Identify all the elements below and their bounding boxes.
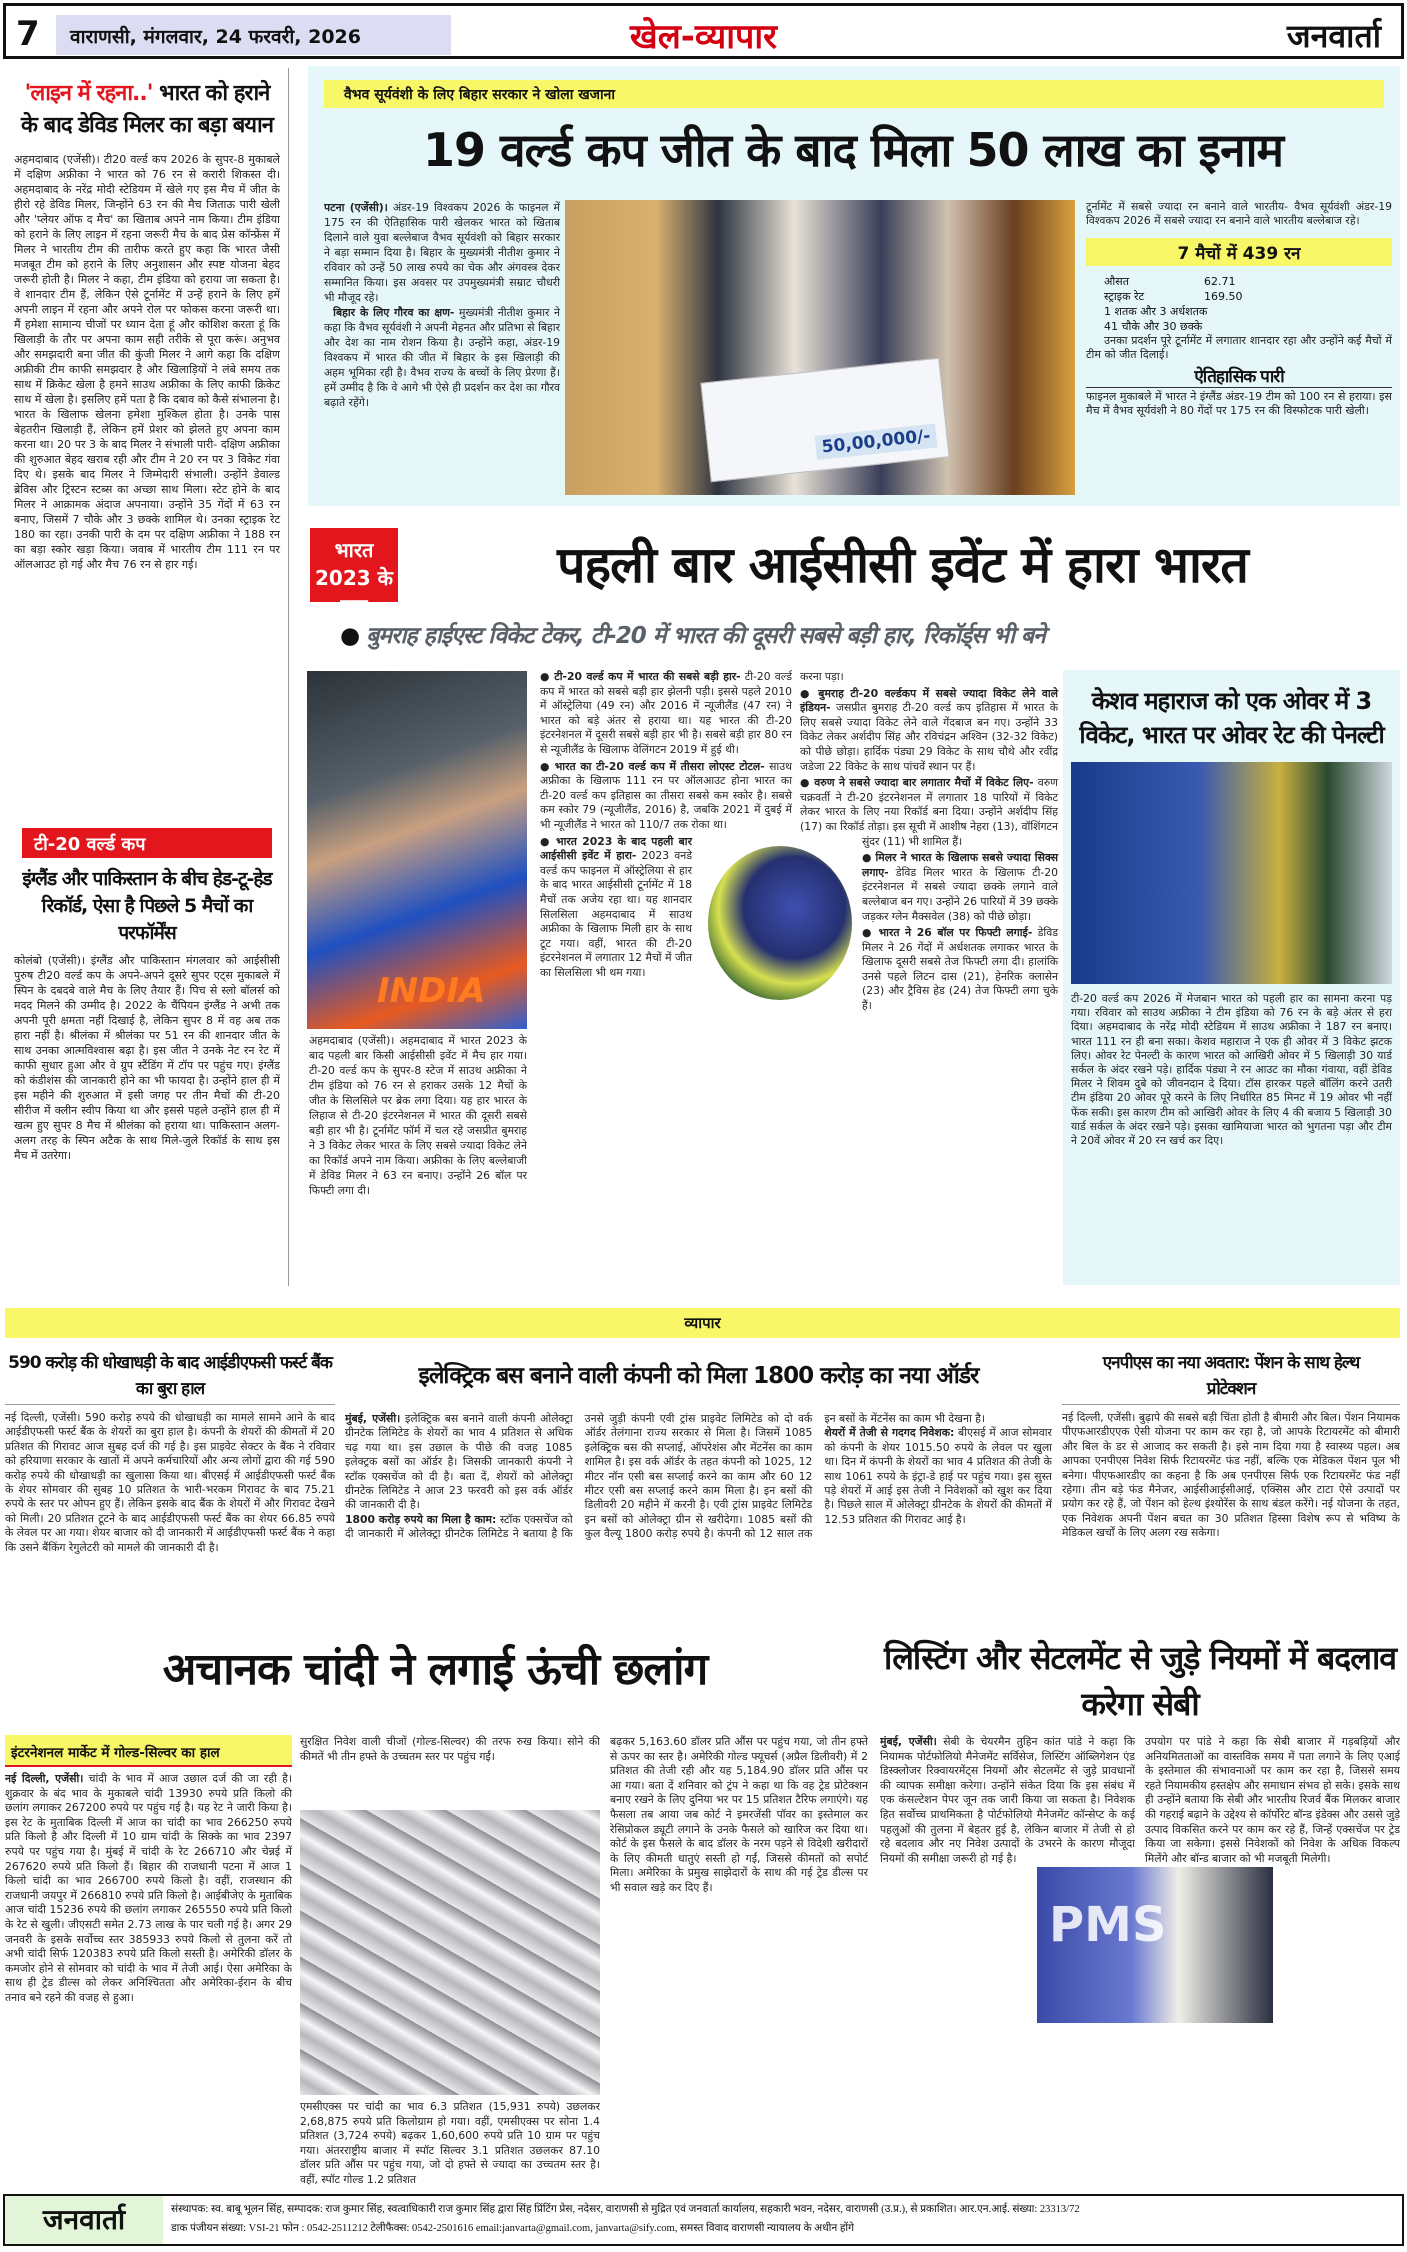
t20-headline: इंग्लैंड और पाकिस्तान के बीच हेड-टू-हेड रिकॉर्ड, ऐसा है पिछले 5 मैचों का परफॉर्मेंस	[22, 868, 272, 944]
icc-bullets-col2	[800, 670, 1058, 1285]
maharaj-article	[1063, 670, 1400, 1285]
bullet-text: 2023 वनडे वर्ल्ड कप फाइनल में ऑस्ट्रेलिया से हार के बाद भारत आईसीसी टूर्नामेंट में 18 मैचों तक अजेय रहा था। यह शानदार सिलसिला अहमदाबाद में साउथ अफ्रीका के खिलाफ मिली हार के साथ टूट गया। वहीं, भारत की टी-20 इंटरनेशनल में लगातार 12 मैचों में जीत का सिलसिला भी थम गया।	[540, 849, 692, 979]
sebi-chairman-photo	[1035, 1865, 1275, 2025]
nps-headline: एनपीएस का नया अवतार: पेंशन के साथ हेल्थ प्रोटेक्शन	[1062, 1350, 1400, 1405]
bullet-icon: ●	[800, 776, 815, 790]
stats-note: उनका प्रदर्शन पूरे टूर्नामेंट में लगातार शानदार रहा और उन्होंने कई मैचों में टीम को जीत दिलाई।	[1086, 334, 1392, 361]
body-text: बीएसई में आज सोमवार को कंपनी के शेयर 1015.50 रुपये के लेवल पर खुला था। दिन में कंपनी के शेयरों का भाव 4 प्रतिशत की तेजी के साथ 1061 रुपये के इंट्रा-डे हाई पर पहुंच गया। इस सुस्त पड़े शेयरों में आई इस तेजी ने निवेशकों को खुश कर दिया है। पिछले साल में ओलेक्ट्रा ग्रीनटेक के शेयरों की कीमतों में 12.53 प्रतिशत की गिरावट आई है।	[824, 1426, 1052, 1526]
t20-tag: टी-20 वर्ल्ड कप	[22, 828, 272, 858]
bullet-icon: ●	[340, 623, 367, 649]
dateline-lead: पटना (एजेंसी)।	[324, 201, 388, 214]
bullet-icon: ●	[862, 851, 876, 865]
silver-body	[5, 1772, 292, 2190]
footer-line: संस्थापक: स्व. बाबू भूलन सिंह, सम्पादक: राज कुमार सिंह, स्वत्वाधिकारी राज कुमार सिंह द्वारा सिंह प्रिंटिंग प्रेस, नदेसर, वाराणसी से मुद्रित एवं जनवार्ता कार्यालय, सहकारी भवन, नदेसर, वाराणसी (उ.प्र.), से प्रकाशित। आर.एन.आई. संख्या: 23313/72	[171, 2204, 1080, 2215]
subhead: शेयरों में तेजी से गदगद निवेशक:	[824, 1426, 955, 1440]
silver-body-col2b: एमसीएक्स पर चांदी का भाव 6.3 प्रतिशत (15,931 रुपये) उछलकर 2,68,875 रुपये प्रति किलोग्राम हो गया। वहीं, एमसीएक्स पर सोना 1.4 प्रतिशत (3,724 रुपये) बढ़कर 1,60,600 रुपये प्रति 10 ग्राम पर पहुंच गया। अंतरराष्ट्रीय बाजार में स्पॉट सिल्वर 3.1 प्रतिशत उछलकर 87.10 डॉलर प्रति औंस पर पहुंच गया, जो दो हफ्ते से ज्यादा का उच्चतम स्तर है। वहीं, स्पॉट गोल्ड 1.2 प्रतिशत	[300, 2100, 600, 2186]
footer-imprint	[3, 2194, 1404, 2246]
maharaj-headline: केशव महाराज को एक ओवर में 3 विकेट, भारत पर ओवर रेट की पेनल्टी	[1079, 687, 1384, 749]
bullet-icon: ●	[800, 686, 819, 700]
vaibhav-body	[324, 200, 560, 500]
subhead-text: बुमराह हाईएस्ट विकेट टेकर, टी-20 में भारत की दूसरी सबसे बड़ी हार, रिकॉर्ड्स भी बने	[366, 623, 1045, 649]
stat-value: 62.71	[1204, 275, 1236, 288]
bullet-icon: ●	[540, 759, 555, 773]
silver-tag: इंटरनेशनल मार्केट में गोल्ड-सिल्वर का हाल	[5, 1735, 292, 1767]
miller-article	[6, 68, 289, 826]
dateline-lead: मुंबई, एजेंसी।	[345, 1412, 401, 1425]
body-text: स्टॉक एक्सचेंज को दी जानकारी में ओलेक्ट्रा ग्रीनटेक लिमिटेड ने बताया है कि उनसे जुड़ी कंपनी एवी ट्रांस प्राइवेट लिमिटेड को दो वर्क ऑर्डर तेलंगाना राज्य सरकार से मिला है। जिसमें 1085 इलेक्ट्रिक बस की सप्लाई, ऑपरेशंस और मेंटनेंस का काम शामिल है। इस वर्क ऑर्डर के तहत कंपनी को 1025, 12 मीटर नॉन एसी बस सप्लाई करने का काम और 60 12 मीटर एसी बस सप्लाई करने काम मिला है। इन बसों की डिलीवरी 20 महीने में करनी है। एवी ट्रांस प्राइवेट लिमिटेड इन बसों को ओलेक्ट्रा ग्रीन से खरीदेगा। 1085 बसों की कुल वैल्यू 1800 करोड़ रुपये है। कंपनी को 12 साल तक इन बसों के मेंटनेंस का काम भी देखना है।	[345, 1412, 986, 1541]
bullet-icon: ●	[540, 670, 555, 683]
bullet-text: डेविड मिलर भारत के खिलाफ टी-20 इंटरनेशनल में सबसे ज्यादा छक्के लगाने वाले बल्लेबाज बन गए। उन्होंने 26 पारियों में 39 छक्के जड़कर ग्लेन मैक्सवेल (38) को पीछे छोड़ा।	[862, 865, 1058, 923]
icc-subhead	[340, 618, 1400, 650]
award-photo	[565, 200, 1075, 495]
idfc-body: नई दिल्ली, एजेंसी। 590 करोड़ रुपये की धोखाधड़ी का मामले सामने आने के बाद आईडीएफसी फर्स्ट बैंक के शेयरों का बुरा हाल है। कंपनी के शेयरों की कीमतों में 20 प्रतिशत की गिरावट आज सुबह दर्ज की गई है। इस प्राइवेट सेक्टर के बैंक ने रविवार को हरियाणा सरकार के खातों में अपने कर्मचारियों और अन्य लोगों द्वारा की गई 590 करोड़ रुपये की धोखाधड़ी का खुलासा किया था। बीएसई में आईडीएफसी फर्स्ट बैंक के शेयर सोमवार की सुबह 10 प्रतिशत के भारी-भरकम गिरावट के बाद 75.21 रुपये के स्तर पर ओपन हुए हैं। लेकिन इसके बाद बैंक के शेयरों में और गिरावट देखने को मिली। 20 प्रतिशत टूटने के बाद आईडीएफसी फर्स्ट बैंक का शेयर 66.85 रुपये के लेवल पर आ गया। शेयर बाजार को दी जानकारी में आईडीएफसी फर्स्ट बैंक ने कहा कि उसने बैंकिंग रेगुलेटरी को मामले की जानकारी दी है।	[5, 1411, 335, 1554]
nps-body: नई दिल्ली, एजेंसी। बुढ़ापे की सबसे बड़ी चिंता होती है बीमारी और बिल। पेंशन नियामक पीएफआरडीएएक ऐसी योजना पर काम कर रहा है, जो आपके रिटायरमेंट को बीमारी और बिल के डर से आजाद कर सकती है। इसे नाम दिया गया है स्वास्थ्य पहल। अब आपका एनपीएस निवेश सिर्फ रिटायरमेंट फंड नहीं, बल्कि एक मेडिकल पेंशन पूल भी बनेगा। पीएफआरडीए का कहना है कि अब एनपीएस सिर्फ एक रिटायरमेंट फंड नहीं रहेगा। तीन बड़े फंड मैनेजर, आईसीआईसीआई, एक्सिस और टाटा ऐसे उत्पादों पर प्रयोग कर रहे हैं, जो पेंशन को हेल्थ इंश्योरेंस के साथ बंडल करेंगे। नई योजना के तहत, एक निवेशक अपनी पेंशन बचत का 30 प्रतिशत हिस्सा विशेष रूप से भविष्य के मेडिकल खर्चों के लिए अलग रख सकेगा।	[1062, 1411, 1400, 1540]
nps-article	[1062, 1350, 1400, 1610]
page-number: 7	[16, 14, 40, 54]
masthead	[3, 3, 1404, 59]
stat-line: 41 चौके और 30 छक्के	[1104, 320, 1203, 333]
silver-headline: अचानक चांदी ने लगाई ऊंची छलांग	[162, 1644, 708, 1695]
bullet-text: डेविड मिलर ने 26 गेंदों में अर्धशतक लगाकर भारत के खिलाफ दूसरी सबसे तेज फिफ्टी लगा दी। हालांकि उनसे पहले लिटन दास (21), हेनरिक क्लासेन (23) और ट्रैविस हेड (24) तेज फिफ्टी लगा चुके हैं।	[862, 926, 1058, 1013]
body-text: चांदी के भाव में आज उछाल दर्ज की जा रही है। शुक्रवार के बंद भाव के मुकाबले चांदी 13930 रुपये प्रति किलो की छलांग लगाकर 267200 रुपये पर पहुंच गई है। यह रेट ने जारी किया है। इस रेट के मुताबिक दिल्ली में आज का चांदी का भाव 266250 रुपये प्रति किलो है और दिल्ली में 10 ग्राम चांदी के सिक्के का भाव 2397 रुपये पर पहुंच गया है। मुंबई में चांदी के रेट 266710 और चेन्नई में 267620 रुपये प्रति किलो हैं। बिहार की राजधानी पटना में आज 1 किलो चांदी का भाव 266700 रुपये किलो है। वहीं, राजस्थान की राजधानी जयपुर में 266810 रुपये प्रति किलो है। आईबीजेए के मुताबिक आज चांदी 15236 रुपये की छलांग लगाकर 265550 रुपये प्रति किलो के रेट से खुली। जीएसटी समेत 2.73 लाख के पार चली गई है। अगर 29 जनवरी के इसके सर्वोच्च स्तर 385933 रुपये किलो से तुलना करें तो अभी चांदी सिर्फ 120383 रुपये प्रति किलो सस्ती है। अमेरिकी डॉलर के कमजोर होने से सोमवार को चांदी के भाव में तेजी आई। ऐसा अमेरिका के साथ ही ट्रेड डील्स को लेकर अनिश्चितता और अमेरिका-ईरान के बीच तनाव बने रहने की वजह से हुआ।	[5, 1772, 292, 2004]
footer-text	[171, 2200, 1401, 2238]
bullet-lead: वरुण ने सबसे ज्यादा बार लगातार मैचों में विकेट लिए-	[814, 776, 1034, 790]
subhead-lead: बिहार के लिए गौरव का क्षण-	[333, 306, 455, 319]
record-bullet	[540, 670, 792, 758]
stats-banner: 7 मैचों में 439 रन	[1086, 238, 1392, 266]
stat-row	[1104, 289, 1392, 304]
silver-bars-photo	[300, 1810, 600, 2095]
subhead: 1800 करोड़ रुपये का मिला है काम:	[345, 1512, 497, 1526]
stat-row	[1104, 274, 1392, 289]
players-circle-photo	[705, 843, 855, 1003]
body-text: अंडर-19 विश्वकप 2026 के फाइनल में 175 रन की ऐतिहासिक पारी खेलकर भारत को खिताब दिलाने वाले युवा बल्लेबाज वैभव सूर्यवंशी को बिहार सरकार ने बड़ा सम्मान दिया है। बिहार के मुख्यमंत्री नीतीश कुमार ने रविवार को उन्हें 50 लाख रुपये का चेक और अंगवस्त्र देकर सम्मानित किया। इस अवसर पर उपमुख्यमंत्री सम्राट चौधरी भी मौजूद रहे।	[324, 201, 560, 304]
icc-headline: पहली बार आईसीसी इवेंट में हारा भारत	[557, 536, 1248, 594]
body-text: इलेक्ट्रिक बस बनाने वाली कंपनी ओलेक्ट्रा ग्रीनटेक लिमिटेड के शेयरों का भाव 4 प्रतिशत से अधिक चढ़ गया था। इस उछाल के पीछे की वजह 1085 इलेक्ट्रक बसों का ऑर्डर है। जिसकी जानकारी कंपनी ने स्टॉक एक्सचेंज को दी है। बता दें, शेयरों को ओलेक्ट्रा ग्रीनटेक लिमिटेड ने आज 23 फरवरी को इस वर्क ऑर्डर की जानकारी दी है।	[345, 1412, 573, 1512]
bullet-icon: ●	[862, 926, 879, 940]
vaibhav-headline: 19 वर्ल्ड कप जीत के बाद मिला 50 लाख का इनाम	[422, 123, 1284, 177]
olectra-body	[345, 1412, 1052, 1602]
bullet-lead: भारत का टी-20 वर्ल्ड कप में तीसरा लोएस्ट टोटल-	[554, 759, 765, 773]
history-body: फाइनल मुकाबले में भारत ने इंग्लैंड अंडर-19 टीम को 100 रन से हराया। इस मैच में वैभव सूर्यवंशी ने 80 गेंदों पर 175 रन की विस्फोटक पारी खेली।	[1086, 390, 1392, 417]
maharaj-body: टी-20 वर्ल्ड कप 2026 में मेजबान भारत को पहली हार का सामना करना पड़ गया। रविवार को साउथ अफ्रीका ने टीम इंडिया को 76 रन के बड़े अंतर से हरा दिया। अहमदाबाद के नरेंद्र मोदी स्टेडियम में साउथ अफ्रीका ने 187 रन बनाए। भारत 111 रन ही बना सका। केशव महाराज ने एक ही ओवर में 3 विकेट झटक लिए। ओवर रेट पेनल्टी के कारण भारत को आखिरी ओवर में 5 खिलाड़ी 30 यार्ड सर्कल के अंदर रखने पड़े। हार्दिक पंड्या ने रन आउट का मौका गंवाया, वहीं डेविड मिलर ने शिवम दुबे को जीवनदान दे दिया। टॉस हारकर पहले बॉलिंग करने उतरी टीम इंडिया 20 ओवर पूरे करने के लिए निर्धारित 85 मिनट में 19 ओवर भी नहीं फेंक सकी। इस कारण टीम को आखिरी ओवर के लिए 4 की बजाय 5 खिलाड़ी 30 यार्ड सर्कल के अंदर रखने पड़े। इसका खामियाजा भारत को भुगतना पड़ा और टीम ने 20वें ओवर में 20 रन खर्च कर दिए।	[1071, 992, 1392, 1148]
olectra-headline: इलेक्ट्रिक बस बनाने वाली कंपनी को मिला 1800 करोड़ का नया ऑर्डर	[418, 1363, 979, 1389]
sebi-body-col2: उपयोग पर पांडे ने कहा कि सेबी बाजार में गड़बड़ियों और अनियमितताओं का वास्तविक समय में पता लगाने के लिए एआई के इस्तेमाल की संभावनाओं पर काम कर रहा है, जिससे समय रहते नियामकीय हस्तक्षेप और समाधान संभव हो सके। इसके साथ ही उन्होंने बताया कि सेबी और भारतीय रिजर्व बैंक मिलकर बाजार की गहराई बढ़ाने के उद्देश्य से कॉर्पोरेट बॉन्ड इंडेक्स और उससे जुड़े उत्पाद विकसित करने पर काम कर रहे हैं, जिन्हें एक्सचेंज पर ट्रेड किया जा सकेगा। इससे निवेशकों को निवेश के अधिक विकल्प मिलेंगे और बॉन्ड बाजार को भी मजबूती मिलेगी।	[1145, 1735, 1400, 1865]
history-title: ऐतिहासिक पारी	[1086, 364, 1392, 388]
silver-body-col3: बढ़कर 5,163.60 डॉलर प्रति औंस पर पहुंच गया, जो तीन हफ्ते से ऊपर का स्तर है। अमेरिकी गोल्ड फ्यूचर्स (अप्रैल डिलीवरी) में 2 प्रतिशत की तेजी रही और यह 5,184.90 डॉलर प्रति औंस पर आ गया। बता दें शनिवार को ट्रंप ने कहा था कि वह ट्रेड प्रोटेक्शन बनाए रखने के लिए दुनिया भर पर 15 प्रतिशत टैरिफ लगाएंगे। यह फैसला तब आया जब कोर्ट ने इमरजेंसी पॉवर का इस्तेमाल कर रेसिप्रोकल ड्यूटी लगाने के उनके फैसले को खारिज कर दिया था। कोर्ट के इस फैसले के बाद डॉलर के नरम पड़ने से विदेशी खरीदारों के लिए कीमती धातुएं सस्ती हो गईं, जिससे कीमतों को सपोर्ट मिला। अमेरिका के प्रमुख साझेदारों के साथ की गई ट्रेड डील्स पर भी सवाल खड़े कर दिए हैं।	[610, 1735, 868, 1894]
vaibhav-stats-panel	[1086, 200, 1392, 418]
bullet-text: टी-20 वर्ल्ड कप में भारत को सबसे बड़ी हार झेलनी पड़ी। इससे पहले 2010 में ऑस्ट्रेलिया (49 रन) और 2016 में न्यूजीलैंड (47 रन) ने भारत को बड़े अंतर से हराया था। यह भारत की टी-20 इंटरनेशनल में दूसरी सबसे बड़ी हार भी है। सबसे बड़ी हार 80 रन से न्यूजीलैंड के खिलाफ वेलिंगटन 2019 में हुई थी।	[540, 670, 792, 756]
bullet-text: साउथ अफ्रीका के खिलाफ 111 रन पर ऑलआउट होना भारत का टी-20 वर्ल्ड कप इतिहास का तीसरा सबसे कम स्कोर है। सबसे कम स्कोर 79 (न्यूजीलैंड, 2016) है, जबकि 2021 में दुबई में भी न्यूजीलैंड ने भारत को 110/7 तक रोका था।	[540, 759, 793, 831]
icc-body: अहमदाबाद (एजेंसी)। अहमदाबाद में भारत 2023 के बाद पहली बार किसी आईसीसी इवेंट में मैच हार गया। टी-20 वर्ल्ड कप के सुपर-8 स्टेज में साउथ अफ्रीका ने टीम इंडिया को 76 रन से हराकर उसके 12 मैचों के जीत के सिलसिले पर ब्रेक लगा दिया। यह हार भारत के लिहाज से टी-20 इंटरनेशनल में भारत की दूसरी सबसे बड़ी हार भी है। टूर्नामेंट फॉर्म में चल रहे जसप्रीत बुमराह ने 3 विकेट लेकर भारत के लिए सबसे ज्यादा विकेट लेने का रिकॉर्ड अपने नाम किया। अफ्रीका के लिए बल्लेबाजी में डेविड मिलर ने 63 रन बनाए। उन्होंने 26 बॉल पर फिफ्टी लगा दी।	[309, 1034, 527, 1197]
stats-intro: टूर्नामेंट में सबसे ज्यादा रन बनाने वाले भारतीय- वैभव सूर्यवंशी अंडर-19 विश्वकप 2026 में सबसे ज्यादा रन बनाने वाले भारतीय बल्लेबाज रहे।	[1086, 200, 1392, 227]
dateline: वाराणसी, मंगलवार, 24 फरवरी, 2026	[56, 15, 451, 55]
bullet-lead: टी-20 वर्ल्ड कप में भारत की सबसे बड़ी हार-	[554, 670, 741, 683]
vaibhav-article	[308, 66, 1400, 506]
section-title: खेल-व्यापार	[629, 17, 778, 57]
body-text: सेबी के चेयरमैन तुहिन कांत पांडे ने कहा कि नियामक पोर्टफोलियो मैनेजमेंट सर्विसेज, लिस्टिंग ऑब्लिगेशन एंड डिस्क्लोजर रिक्वायरमेंट्स नियमों और सेटलमेंट से जुड़े प्रावधानों की व्यापक समीक्षा करेगा। उन्होंने संकेत दिया कि इस संबंध में एक कंसल्टेशन पेपर जून तक जारी किया जा सकता है। निवेशक हित सर्वोच्च प्राथमिकता है पोर्टफोलियो मैनेजमेंट कॉन्सेप्ट के कई पहलुओं की तुलना में बेहतर हुई है, लेकिन बाजार में तेजी से हो रहे बदलाव और नए निवेश उत्पादों के उभरने के कारण मौजूदा नियमों की समीक्षा जरूरी हो गई है।	[880, 1735, 1135, 1865]
t20-body: कोलंबो (एजेंसी)। इंग्लैंड और पाकिस्तान मंगलवार को आईसीसी पुरुष टी20 वर्ल्ड कप के अपने-अपने दूसरे सुपर एट्स मुकाबले में स्पिन के दबदबे वाले मैच के लिए तैयार हैं। पिच से स्लो बॉलर्स को मदद मिलने की उम्मीद है। 2022 के चैंपियन इंग्लैंड ने अभी तक अपनी पूरी क्षमता नहीं दिखाई है, लेकिन सुपर 8 में वह अब तक हारा नहीं है। श्रीलंका में श्रीलंका पर 51 रन की शानदार जीत के साथ उनका आत्मविश्वास बढ़ा है। इस जीत ने उनके नेट रन रेट में काफी सुधार हुआ और वे ग्रुप स्टैंडिंग में टॉप पर पहुंच गए। इंग्लैंड को कंडीशंस की जानकारी होने का भी फायदा है। उन्होंने हाल ही में इस महीने की शुरुआत में इसी जगह पर तीन मैचों की टी-20 सीरीज में क्लीन स्वीप किया था और इससे पहले उन्होंने हाल ही में खत्म हुए सुपर 8 मैच में श्रीलंका को हराया था। पाकिस्तान अलग-अलग तरह के स्पिन अटैक के साथ मिले-जुले रिकॉर्ड के साथ इस मैच में उतरेगा।	[14, 954, 280, 1162]
idfc-headline: 590 करोड़ की धोखाधड़ी के बाद आईडीएफसी फर्स्ट बैंक का बुरा हाल	[5, 1350, 335, 1405]
dateline-lead: नई दिल्ली, एजेंसी।	[5, 1772, 84, 1785]
record-bullet	[800, 687, 1058, 775]
body-text: मुख्यमंत्री नीतीश कुमार ने कहा कि वैभव सूर्यवंशी ने अपनी मेहनत और प्रतिभा से बिहार और देश का नाम रोशन किया है। उन्होंने कहा, अंडर-19 विश्वकप में भारत की जीत में बिहार के इस खिलाड़ी की अहम भूमिका रही है। वैभव राज्य के बच्चों के लिए प्रेरणा हैं। हमें उम्मीद है कि वे आगे भी ऐसे ही प्रदर्शन कर देश का गौरव बढ़ाते रहेंगे।	[324, 306, 560, 409]
stat-label: स्ट्राइक रेट	[1104, 290, 1145, 303]
bullet-lead: मिलर ने भारत के खिलाफ सबसे ज्यादा सिक्स लगाए-	[862, 851, 1058, 879]
record-bullet	[540, 760, 792, 833]
stat-line: 1 शतक और 3 अर्धशतक	[1104, 305, 1208, 318]
headline-rest: भारत को हराने के बाद डेविड मिलर का बड़ा बयान	[21, 81, 273, 138]
idfc-article	[5, 1350, 335, 1610]
record-bullet	[800, 776, 1058, 849]
bullet-text: वरुण चक्रवर्ती ने टी-20 इंटरनेशनल में लगातार 18 पारियों में विकेट लेकर भारत के लिए नया रिकॉर्ड बना दिया। उन्होंने अर्शदीप सिंह (17) का रिकॉर्ड तोड़ा। इस सूची में आशीष नेहरा (13), वॉशिंगटन सुंदर (11) भी शामिल हैं।	[800, 776, 1058, 848]
cheque-image	[700, 358, 949, 483]
player-photo	[307, 671, 527, 1029]
bullet-text: जसप्रीत बुमराह टी-20 वर्ल्ड कप इतिहास में भारत के लिए सबसे ज्यादा विकेट लेने वाले गेंदबाज बन गए। उन्होंने 33 विकेट लेकर अर्शदीप सिंह और रविचंद्रन अश्विन (32-32 विकेट) को पीछे छोड़ा। हार्दिक पंड्या 29 विकेट के साथ चौथे और रवींद्र जडेजा 22 विकेट के साथ पांचवें स्थान पर हैं।	[800, 701, 1058, 773]
miller-body: अहमदाबाद (एजेंसी)। टी20 वर्ल्ड कप 2026 के सुपर-8 मुकाबले में दक्षिण अफ्रीका ने भारत को 76 रन से करारी शिकस्त दी। अहमदाबाद के नरेंद्र मोदी स्टेडियम में खेले गए इस मैच में जीत के हीरो रहे डेविड मिलर, जिन्होंने 63 रन की मैच जिताऊ पारी खेली और 'प्लेयर ऑफ द मैच' का खिताब अपने नाम किया। टीम इंडिया को हराने के लिए लाइन में रहना जरूरी मैच के बाद प्रेस कॉन्फ्रेंस में मिलर ने भारतीय टीम की तारीफ करते हुए कहा कि भारत जैसी मजबूत टीम को हराने के लिए अनुशासन और स्पष्ट योजना बेहद जरूरी होती है। मिलर ने कहा, टीम इंडिया को हराया जा सकता है। वे शानदार टीम हैं, लेकिन ऐसे टूर्नामेंट में उन्हें हराने के लिए हमें अपनी लाइन में रहना और अपने रोल पर फोकस करना जरूरी था। मैं हमेशा सामान्य चीजों पर ध्यान देता हूं और कोशिश करता हूं कि खिलाड़ी के तौर पर अपना काम सही तरीके से पूरा करूं। अनुभव और समझदारी बना जीत की कुंजी मिलर ने आगे कहा कि दक्षिण अफ्रीकी टीम काफी समझदार है और खिलाड़ियों ने लंबे समय तक साथ में क्रिकेट खेला है हमने साउथ अफ्रीका के लिए काफी क्रिकेट साथ में खेला है। इसलिए हमें पता है कि दबाव को कैसे संभालना है। भारत के खिलाफ खेलना हमेशा मुश्किल होता है। उनके पास बेहतरीन खिलाड़ी हैं, लेकिन हमें प्रेशर को झेलते हुए अपना काम करना था। 20 पर 3 के बाद मिलर ने संभाली पारी- दक्षिण अफ्रीका की शुरुआत बेहद खराब रही और टीम ने 20 रन पर 3 विकेट गंवा दिए थे। इसके बाद मिलर ने जिम्मेदारी संभाली। उन्होंने डेवाल्ड ब्रेविस और ट्रिस्टन स्टब्स का अच्छा साथ मिला। स्टेट होने के बाद मिलर ने आक्रामक अंदाज अपनाया। उन्होंने 35 गेंदों में 63 रन बनाए, जिसमें 7 चौके और 3 छक्के शामिल थे। उनका स्ट्राइक रेट 180 का रहा। उनकी पारी के दम पर दक्षिण अफ्रीका ने 188 रन का बड़ा स्कोर खड़ा किया। जवाब में भारतीय टीम 111 रन पर ऑलआउट हो गई और मैच 76 रन से हार गई।	[14, 153, 280, 571]
icc-tag: भारत 2023 के बाद	[310, 528, 398, 602]
brand-name: जनवार्ता	[1286, 17, 1381, 55]
sebi-headline: लिस्टिंग और सेटलमेंट से जुड़े नियमों में बदलाव करेगा सेबी	[883, 1639, 1397, 1723]
bullet-lead: बुमराह टी-20 वर्ल्डकप में सबसे ज्यादा विकेट लेने वाले इंडियन-	[800, 686, 1058, 715]
bullet-lead: भारत ने 26 बॉल पर फिफ्टी लगाई-	[878, 926, 1033, 940]
headline-red: 'लाइन में रहना..'	[24, 81, 153, 106]
stats-list	[1086, 274, 1392, 334]
stat-label: औसत	[1104, 275, 1129, 288]
olectra-article	[345, 1350, 1052, 1610]
footer-brand: जनवार्ता	[5, 2196, 163, 2244]
match-photo	[1071, 762, 1392, 984]
t20-article	[6, 826, 289, 1286]
silver-body-col2: सुरक्षित निवेश वाली चीजों (गोल्ड-सिल्वर) की तरफ रुख किया। सोने की कीमतें भी तीन हफ्ते के उच्चतम स्तर पर पहुंच गईं।	[300, 1735, 600, 1763]
jersey-text: INDIA	[377, 971, 486, 1011]
vaibhav-kicker: वैभव सूर्यवंशी के लिए बिहार सरकार ने खोला खजाना	[324, 80, 1384, 108]
bullet-lead: भारत 2023 के बाद पहली बार आईसीसी इवेंट में हारा-	[540, 834, 692, 863]
bullet-icon: ●	[540, 834, 556, 848]
stat-value: 169.50	[1204, 290, 1243, 303]
miller-headline	[6, 68, 288, 152]
footer-line: डाक पंजीयन संख्या: VSI-21 फोन : 0542-2511212 टेलीफैक्स: 0542-2501616 email:janvarta@gmail.com, janvarta@sify.com, समस्त विवाद वाराणसी न्यायालय के अधीन होंगे	[171, 2223, 855, 2234]
cheque-amount: 50,00,000/-	[815, 424, 938, 461]
pms-sign-text: PMS	[1049, 1897, 1167, 1953]
continued-text: करना पड़ा।	[800, 670, 844, 683]
dateline-lead: मुंबई, एजेंसी।	[880, 1735, 937, 1748]
business-section-bar: व्यापार	[5, 1308, 1400, 1338]
